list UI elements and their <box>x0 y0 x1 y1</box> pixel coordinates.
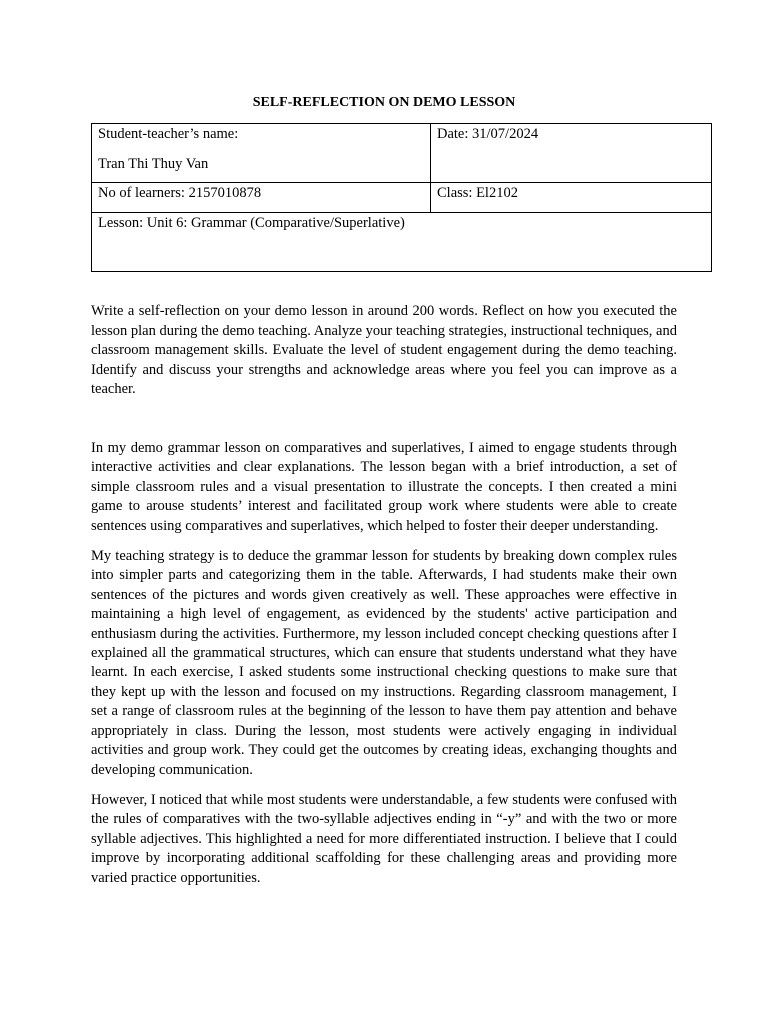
student-teacher-label: Student-teacher’s name: <box>98 126 239 142</box>
class-cell <box>431 183 712 213</box>
learners-cell <box>92 183 431 213</box>
reflection-essay <box>91 439 677 899</box>
essay-paragraph: My teaching strategy is to deduce the grammar lesson for students by breaking down complex rules into simpler parts and categorizing them in the table. Afterwards, I had students make their own sentences of the pictures and words given creatively as well. These approaches were effective in maintaining a high level of engagement, as evidenced by the students' active participation and enthusiasm during the activities. Furthermore, my lesson included concept checking questions after I explained all the grammatical structures, which can ensure that students understand what they have learnt. In each exercise, I asked students some instructional checking questions to make sure that they kept up with the lesson and focused on my instructions. Regarding classroom management, I set a range of classroom rules at the beginning of the lesson to have them pay attention and behave appropriately in class. During the lesson, most students were actively engaging in individual activities and group work. They could get the outcomes by creating ideas, exchanging thoughts and developing communication. <box>91 548 677 778</box>
reflection-prompt: Write a self-reflection on your demo lesson in around 200 words. Reflect on how you executed the lesson plan during the demo teaching. Analyze your teaching strategies, instructional techniques, and classroom management skills. Evaluate the level of student engagement during the demo teaching. Identify and discuss your strengths and acknowledge areas where you feel you can improve as a teacher. <box>91 303 677 397</box>
date-cell <box>431 124 712 183</box>
learners-value: No of learners: 2157010878 <box>98 185 262 201</box>
essay-paragraph: In my demo grammar lesson on comparatives and superlatives, I aimed to engage students through interactive activities and clear explanations. The lesson began with a brief introduction, a set of simple classroom rules and a visual presentation to illustrate the concepts. I then created a mini game to arouse students’ interest and facilitated group work where students were able to create sentences using comparatives and superlatives, which helped to foster their deeper understanding. <box>91 440 677 534</box>
info-row-name-date <box>92 124 712 183</box>
lesson-value: Lesson: Unit 6: Grammar (Comparative/Superlative) <box>98 215 405 231</box>
info-row-learners-class <box>92 183 712 213</box>
document-title: SELF-REFLECTION ON DEMO LESSON <box>252 95 516 110</box>
student-teacher-name: Tran Thi Thuy Van <box>98 156 209 172</box>
date-value: Date: 31/07/2024 <box>437 126 539 142</box>
essay-paragraph: However, I noticed that while most students were understandable, a few students were confused with the rules of comparatives with the two-syllable adjectives ending in “-y” and with the two or more syllable adjectives. This highlighted a need for more differentiated instruction. I believe that I could improve by incorporating additional scaffolding for these challenging areas and providing more varied practice opportunities. <box>91 791 677 886</box>
student-teacher-cell <box>92 124 431 183</box>
info-row-lesson <box>92 213 712 272</box>
lesson-info-table <box>91 123 712 272</box>
class-value: Class: El2102 <box>437 185 518 201</box>
lesson-cell <box>92 213 712 272</box>
